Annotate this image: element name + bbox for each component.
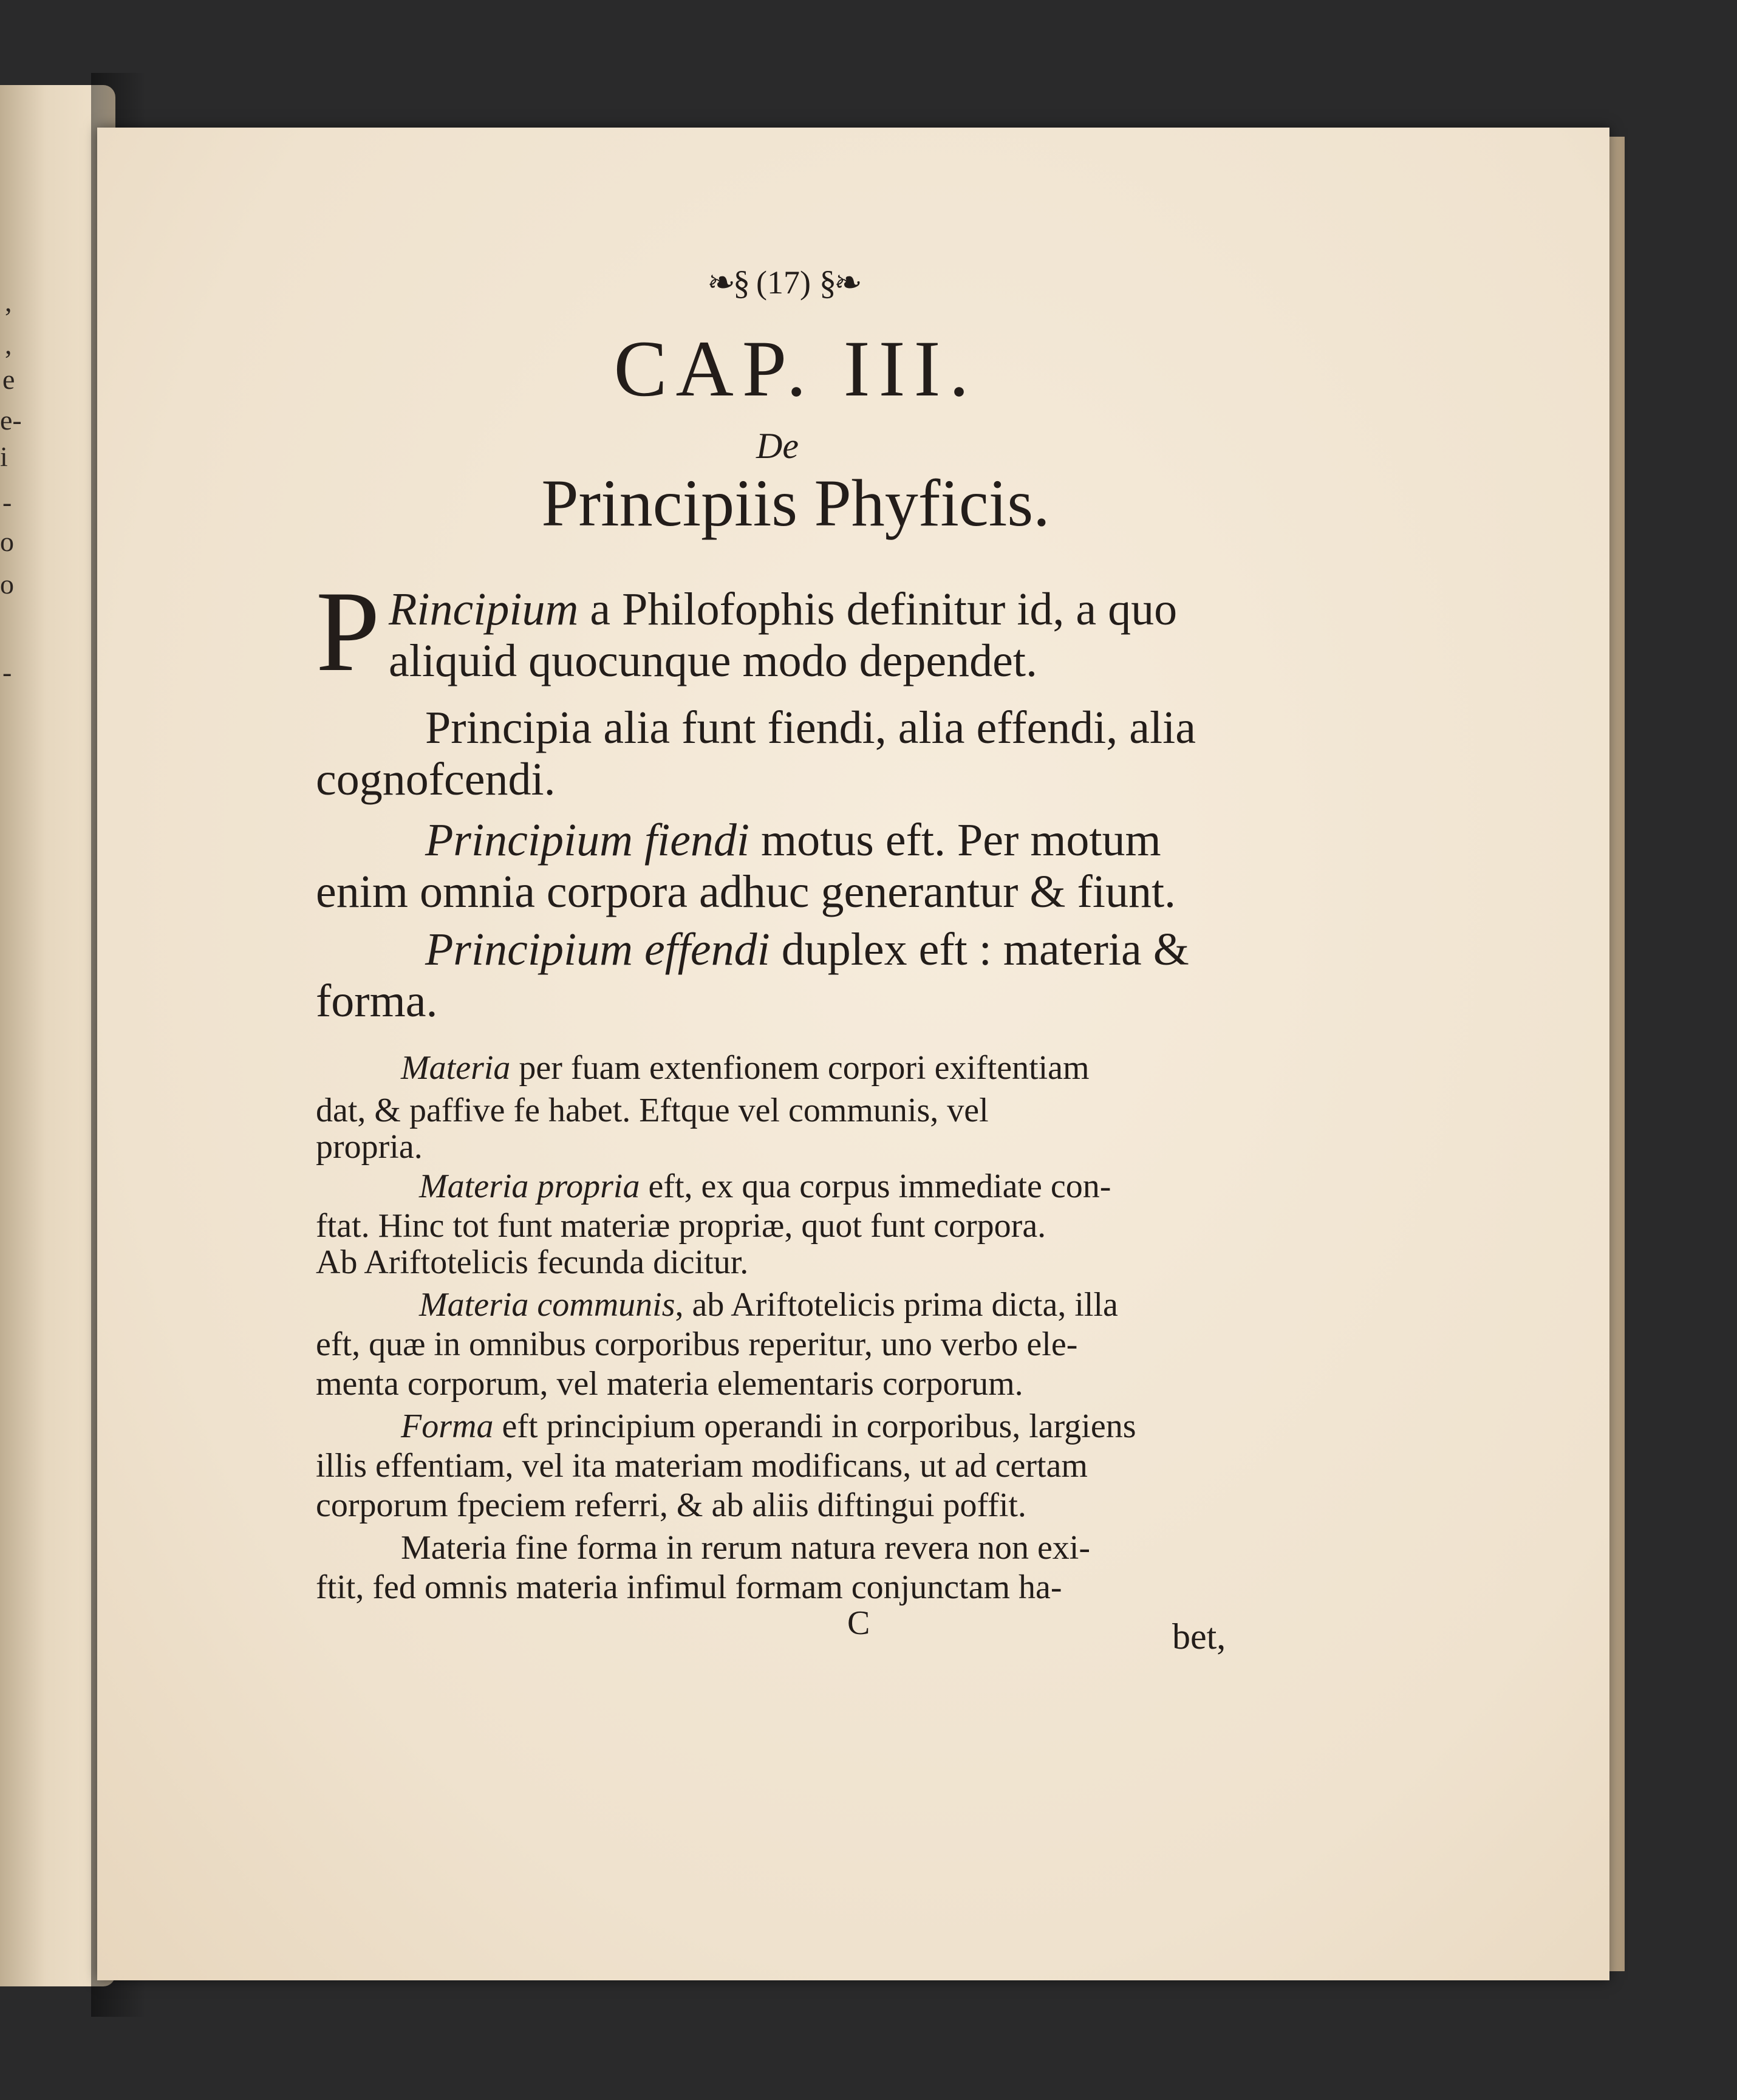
text-run: Materia fine forma in rerum natura revera non exi-: [401, 1529, 1091, 1567]
text-run: aliquid quocunque modo dependet.: [389, 635, 1037, 686]
running-header: [674, 258, 893, 307]
text-line: [316, 1367, 1245, 1401]
page-number: (17): [756, 264, 811, 301]
text-line: [425, 702, 1354, 753]
signature-mark: C: [847, 1604, 870, 1642]
italic-term: Materia communis: [419, 1286, 675, 1324]
text-line: [401, 1531, 1330, 1565]
drop-cap: P: [316, 568, 380, 696]
text-run: , ab Ariftotelicis prima dicta, illa: [675, 1286, 1118, 1324]
text-run: eft, quæ in omnibus corporibus reperitur, uno verbo ele-: [316, 1325, 1078, 1363]
margin-char: i: [0, 441, 8, 472]
margin-char: o: [0, 569, 14, 600]
text-line: [316, 1570, 1245, 1604]
chapter-title: Principiis Phyficis.: [541, 466, 1050, 540]
text-line: [316, 1245, 1245, 1279]
text-run: duplex eft : materia &: [770, 924, 1189, 975]
margin-char: e: [2, 364, 15, 395]
text-run: Principia alia funt fiendi, alia effendi, alia: [425, 702, 1196, 753]
text-run: dat, & paffive fe habet. Eftque vel communis, vel: [316, 1092, 989, 1129]
text-line: [419, 1169, 1348, 1203]
text-line: [425, 815, 1354, 866]
text-run: corporum fpeciem referri, & ab aliis diftingui poffit.: [316, 1486, 1026, 1524]
text-line: [425, 926, 1354, 973]
catchword: bet,: [1172, 1616, 1226, 1657]
text-line: [401, 1051, 1330, 1085]
text-run: forma.: [316, 976, 438, 1027]
text-run: ftat. Hinc tot funt materiæ propriæ, quot funt corpora.: [316, 1207, 1046, 1245]
text-line: [389, 584, 1318, 635]
text-run: a Philofophis definitur id, a quo: [578, 584, 1178, 635]
text-run: enim omnia corpora adhuc generantur & fiunt.: [316, 866, 1176, 917]
text-run: illis effentiam, vel ita materiam modificans, ut ad certam: [316, 1447, 1088, 1485]
text-run: eft, ex qua corpus immediate con-: [640, 1168, 1111, 1205]
text-run: cognofcendi.: [316, 754, 556, 805]
text-run: motus eft. Per motum: [749, 815, 1161, 866]
text-run: propria.: [316, 1128, 423, 1166]
text-run: per fuam extenfionem corpori exiftentiam: [510, 1049, 1090, 1087]
text-line: [401, 1409, 1330, 1443]
text-run: eft principium operandi in corporibus, largiens: [493, 1407, 1136, 1445]
heading-preposition: De: [756, 426, 799, 466]
ornament-right-icon: §❧: [819, 264, 860, 302]
italic-term: Materia propria: [419, 1168, 640, 1205]
italic-term: Materia: [401, 1049, 511, 1087]
text-line: [316, 1130, 1245, 1164]
chapter-heading: CAP. III.: [613, 324, 978, 413]
italic-term: Principium fiendi: [425, 815, 750, 866]
margin-char: ,: [5, 329, 12, 360]
text-line: [316, 754, 1245, 805]
italic-term: Rincipium: [389, 584, 579, 635]
text-line: [316, 1488, 1245, 1522]
text-line: [316, 1449, 1245, 1483]
text-line: [316, 976, 1245, 1027]
text-line: [316, 1093, 1245, 1127]
text-run: ftit, fed omnis materia infimul formam conjunctam ha-: [316, 1568, 1062, 1606]
margin-char: o: [0, 526, 14, 557]
ornament-left-icon: ❧§: [707, 264, 748, 302]
margin-char: -: [2, 487, 12, 518]
italic-term: Forma: [401, 1407, 494, 1445]
margin-char: ,: [5, 286, 12, 317]
text-run: menta corporum, vel materia elementaris corporum.: [316, 1365, 1023, 1403]
text-line: [389, 635, 1318, 686]
text-line: [316, 1327, 1245, 1361]
margin-char: e-: [0, 405, 22, 436]
text-line: [316, 1209, 1245, 1243]
italic-term: Principium effendi: [425, 924, 770, 975]
margin-char: -: [2, 657, 12, 688]
text-line: [419, 1288, 1348, 1322]
text-line: [316, 866, 1245, 917]
text-run: Ab Ariftotelicis fecunda dicitur.: [316, 1243, 749, 1281]
